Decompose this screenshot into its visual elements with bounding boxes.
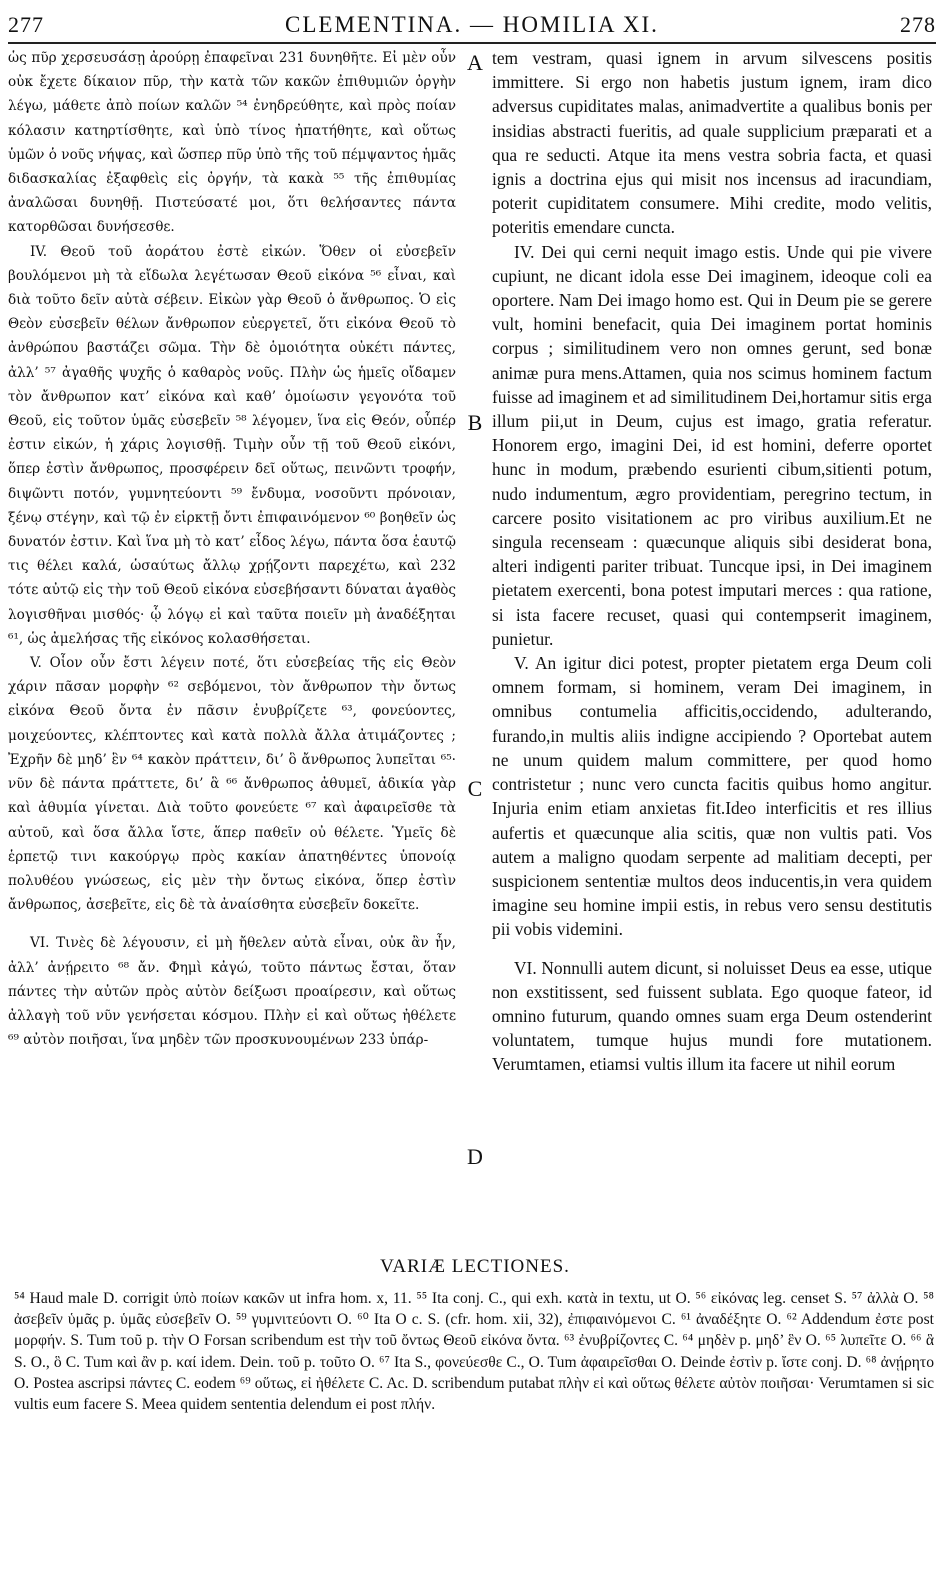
variae-lectiones-notes <box>14 1288 934 1468</box>
page-number-left: 277 <box>8 12 44 37</box>
variae-lectiones-heading: VARIÆ LECTIONES. <box>380 1256 570 1277</box>
latin-column <box>492 46 932 1250</box>
margin-marker-b: B <box>467 410 483 435</box>
greek-paragraph-v: V. Οἷον οὖν ἔστι λέγειν ποτέ, ὅτι εὐσεβείας τῆς εἰς Θεὸν χάριν πᾶσαν μορφὴν ⁶² σεβόμενοι, τὸν ἄνθρωπον τὴν ὄντως εἰκόνα Θεοῦ ὄντα ἐν πᾶσιν ἐνυβρίζετε ⁶³, φονεύοντες, μοιχεύοντες, κλέπτοντες καὶ κατὰ πολλὰ ἄλλα ἀτιμάζοντες ; Ἐχρῆν δὲ μηδ’ ἓν ⁶⁴ κακὸν πράττειν, δι’ ὃ ἄνθρωπος λυπεῖται ⁶⁵· νῦν δὲ πάντα πράττετε, δι’ ἃ ⁶⁶ ἄνθρωπος ἀθυμεῖ, ἀδικία γὰρ καὶ ἀθυμία γίνεται. Διὰ τοῦτο φονεύετε ⁶⁷ καὶ ἀφαιρεῖσθε τὰ αὐτοῦ, καὶ ὅσα ἄλλα ἴστε, ἅπερ παθεῖν οὐ θέλετε. Ὑμεῖς δὲ ἑρπετῷ τινι κακούργῳ πρὸς κακίαν ἀπατηθέντες ὑπονοίᾳ πολυθέου γνώσεως, εἰς μὲν τὴν ὄντως εἰκόνα, ὅπερ ἐστὶν ἄνθρωπος, ἀσεβεῖτε, εἰς δὲ τὰ ἀναίσθητα εὐσεβεῖν δοκεῖτε. <box>8 655 456 914</box>
latin-paragraph-vi: VI. Nonnulli autem dicunt, si noluisset Deus ea esse, utique non exstitissent, sed fuissent sublata. Ego quoque fateor, id omnino futurum, quando omnes suam erga Deum ostenderint voluntatem, tumque hujus mundi fore mutationem. Verumtamen, etiamsi vultis illum ita facere ut nihil eorum <box>492 957 932 1075</box>
latin-paragraph-iv: IV. Dei qui cerni nequit imago estis. Unde qui pie vivere cupiunt, ne dicant idola esse Dei imaginem, ideoque coli ea oportere. Nam Dei imago homo est. Qui in Deum pie se gerere vult, homini benefacit, quia Dei imaginem portat hominis corpus ; similitudinem vero non omnes gerunt, sed bonæ animæ pura mens.Attamen, quia nos scimus hominem factum fuisse ad imaginem et ad similitudinem Dei,hortamur sitis erga illum pii,ut in Deum, cujus est imago, gratia referatur. Honorem ergo, imagini Dei, id est homini, deferre oportet hunc in modum, præbendo esurienti cibum,sitienti potum, nudo indumentum, ægro providentiam, peregrino tectum, in carcere posito visitationem ac pro viribus auxilium.Et ne singula recenseam : quæcunque aliquis sibi desiderat bona, alteri indigenti pariter tribuat. Tuncque ipsi, in Dei imaginem pietatem exercenti, bona potest imputari merces : qua ratione, si ista facere recuset, quasi qui contempserit imaginem, punietur. <box>492 241 932 649</box>
notes-text: ⁵⁴ Haud male D. corrigit ὑπὸ ποίων κακῶν ut infra hom. x, 11. ⁵⁵ Ita conj. C., qui exh. κατὰ in textu, ut O. ⁵⁶ εἰκόνας leg. censet S. ⁵⁷ ἀλλὰ O. ⁵⁸ ἀσεβεῖν ὑμᾶς p. ὑμᾶς εὐσεβεῖν O. ⁵⁹ γυμνιτεύοντι O. ⁶⁰ Ita O c. S. (cfr. hom. xii, 32), ἐπιφαινόμενοι C. ⁶¹ ἀναδέξητε O. ⁶² Addendum ἐστε post μορφήν. S. Tum τοῦ p. τὴν O Forsan scribendum est τὴν τοῦ ὄντως Θεοῦ εἰκόνα ὄντα. ⁶³ ἐνυβρίζοντες C. ⁶⁴ μηδὲν p. μηδ’ ἓν O. ⁶⁵ λυπεῖτε O. ⁶⁶ ἃ S. O., ὃ C. Tum καὶ ἂν p. καί idem. Dein. τοῦ p. τοῦτο O. ⁶⁷ Ita S., φονεύεσθε C., O. Tum ἀφαιρεῖσθαι O. Deinde ἐστὶν p. ἴστε conj. D. ⁶⁸ ἀνῄρητο O. Postea ascripsi πάντες C. eodem ⁶⁹ οὕτως, εἰ ἠθέλετε C. Ac. D. scribendum putabat πλὴν εἰ καὶ οὕτως θέλετε αὐτὸν ποιῆσαι· Verumtamen si sic vultis eum facere S. Meea quidem sententia delendum ei post πλήν. <box>14 1290 934 1414</box>
margin-marker-c: C <box>467 776 483 801</box>
greek-paragraph-vi: VI. Τινὲς δὲ λέγουσιν, εἰ μὴ ἤθελεν αὐτὰ εἶναι, οὐκ ἂν ἦν, ἀλλ’ ἀνῄρειτο ⁶⁸ ἄν. Φημὶ κἀγώ, τοῦτο πάντως ἔσται, ὅταν πάντες τὴν αὐτῶν πρὸς αὐτὸν δείξωσι προαίρεσιν, καὶ οὕτως ἀλλαγὴ τοῦ νῦν γενήσεται κόσμου. Πλὴν εἰ καὶ οὕτως ἠθέλετε ⁶⁹ αὐτὸν ποιῆσαι, ἵνα μηδὲν τῶν προσκυνουμένων 233 ὑπάρ- <box>8 935 456 1049</box>
latin-paragraph-v: V. An igitur dici potest, propter pietatem erga Deum coli omnem formam, si hominem, veram Dei imaginem, in omnibus contumelia afficitis,occidendo, adulterando, furando,in multis aliis indigne accipiendo ? Oportebat autem ne unum quidem malum committere, per quod homo contristetur ; nunc vero cuncta facitis quibus homo angitur. Injuria enim etiam anxietas fit.Ideo interficitis et res illius aufertis et quæcunque alia scitis, quæ non vultis pati. Vos autem a maligno quodam serpente ad malitiam decepti, per suspicionem sententiæ multos deos inducentis,in vera quidem imagine seu homine impii estis, in rebus vero sensu destitutis pii vobis videmini. <box>492 653 932 940</box>
greek-paragraph-1: ὡς πῦρ χερσευσάσῃ ἀρούρῃ ἐπαφεῖναι 231 δυνηθῆτε. Εἰ μὲν οὖν οὐκ ἔχετε δίκαιον πῦρ, τὴν κατὰ τῶν κακῶν ἐπιθυμιῶν ὀργὴν λέγω, μάθετε ἀπὸ ποίων καλῶν ⁵⁴ ἐνηδρεύθητε, καὶ πρὸς ποίαν κόλασιν κατηρτίσθητε, καὶ ὑπὸ τίνος ἠπατήθητε, καὶ οὕτως ὑμῶν ὁ νοῦς νήψας, καὶ ὥσπερ πῦρ ὑπὸ τῆς τοῦ πέμψαντος ἡμᾶς διδασκαλίας ἐξαφθεὶς εἰς ὀργήν, τὰ κακὰ ⁵⁵ τῆς ἐπιθυμίας ἀναλῶσαι δυνηθῇ. Πιστεύσατέ μοι, ὅτι θελήσαντες πάντα κατορθῶσαι δυνήσεσθε. <box>8 50 456 236</box>
latin-paragraph-1: tem vestram, quasi ignem in arvum silvescens positis immittere. Si ergo non habetis justum ignem, iram dico adversus cupiditates malas, animadvertite a qualibus bonis per insidias abstracti fueritis, ad quale supplicium præparati et a qua re seducti. Atque ita mens vestra sobria facta, et quasi ignis a doctrina ejus qui misit nos incensus ad iracundiam, poterit cupiditatem consumere. Mihi credite, modo velitis, poteritis emendare cuncta. <box>492 48 932 238</box>
page-number-right: 278 <box>899 12 936 37</box>
header-rule <box>8 42 936 44</box>
running-header <box>8 12 936 42</box>
margin-markers <box>460 46 490 1250</box>
margin-marker-a: A <box>467 50 483 75</box>
margin-marker-d: D <box>467 1144 483 1169</box>
greek-column <box>8 46 456 1250</box>
running-title: CLEMENTINA. — HOMILIA XI. <box>285 12 659 37</box>
greek-paragraph-iv: IV. Θεοῦ τοῦ ἀοράτου ἐστὲ εἰκών. Ὅθεν οἱ εὐσεβεῖν βουλόμενοι μὴ τὰ εἴδωλα λεγέτωσαν Θεοῦ εἰκόνα ⁵⁶ εἶναι, καὶ διὰ τοῦτο δεῖν αὐτὰ σέβειν. Εἰκὼν γὰρ Θεοῦ ὁ ἄνθρωπος. Ὁ εἰς Θεὸν εὐσεβεῖν θέλων ἄνθρωπον εὐεργετεῖ, ὅτι εἰκόνα Θεοῦ τὸ ἀνθρώπου βαστάζει σῶμα. Τὴν δὲ ὁμοιότητα οὐκέτι πάντες, ἀλλ’ ⁵⁷ ἀγαθῆς ψυχῆς ὁ καθαρὸς νοῦς. Πλὴν ὡς ἡμεῖς οἴδαμεν τὸν ἄνθρωπον κατ’ εἰκόνα καὶ καθ’ ὁμοίωσιν γεγονότα τοῦ Θεοῦ, εἰς τοῦτον ὑμᾶς εὐσεβεῖν ⁵⁸ λέγομεν, ἵνα εἰς Θεόν, οὗπέρ ἐστιν εἰκών, ἡ χάρις λογισθῇ. Τιμὴν οὖν τῇ τοῦ Θεοῦ εἰκόνι, ὅπερ ἐστὶν ἄνθρωπος, προσφέρειν δεῖ οὕτως, πεινῶντι τροφήν, διψῶντι ποτόν, γυμνητεύοντι ⁵⁹ ἔνδυμα, νοσοῦντι πρόνοιαν, ξένῳ στέγην, καὶ τῷ ἐν εἱρκτῇ ὄντι ἐπιφαινόμενον ⁶⁰ βοηθεῖν ὡς δυνατόν ἐστιν. Καὶ ἵνα μὴ τὸ κατ’ εἶδος λέγω, πάντα ὅσα ἑαυτῷ τις θέλει καλά, ὡσαύτως ἄλλῳ χρῄζοντι παρεχέτω, καὶ 232 τότε αὐτῷ εἰς τὴν τοῦ Θεοῦ εἰκόνα εὐσεβήσαντι δύναται ἀγαθὸς λογισθῆναι μισθός· ᾧ λόγῳ εἰ καὶ ταῦτα ποιεῖν μὴ ἀναδέξηται ⁶¹, ὡς ἀμελήσας τῆς εἰκόνος κολασθήσεται. <box>8 243 456 647</box>
